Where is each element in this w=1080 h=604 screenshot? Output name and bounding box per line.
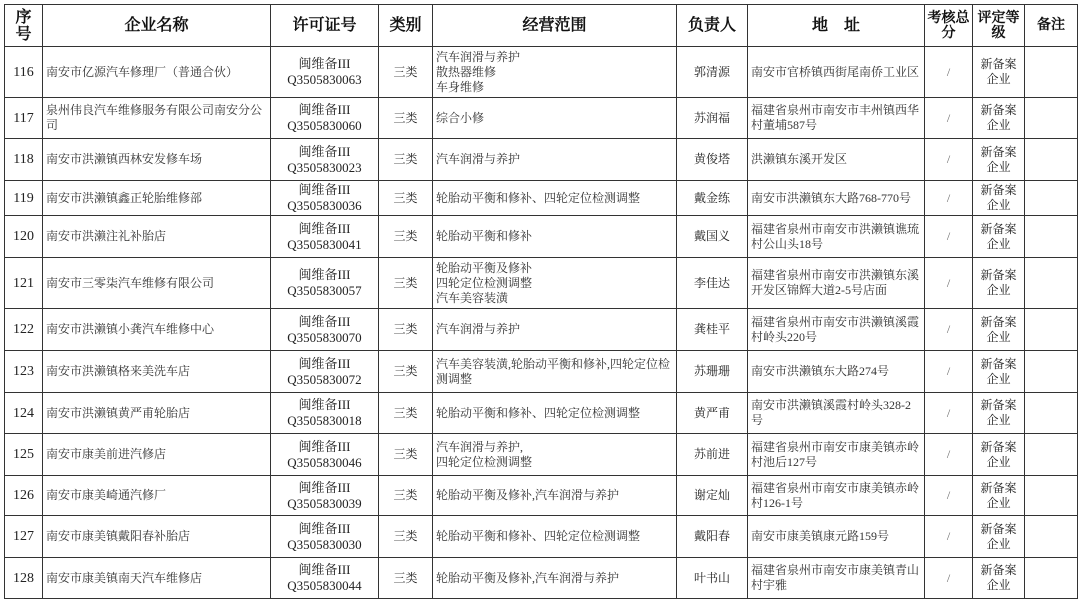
address: 南安市官桥镇西街尾南侨工业区 — [748, 47, 925, 98]
score: / — [925, 216, 973, 258]
score: / — [925, 476, 973, 516]
person-in-charge: 郭清源 — [677, 47, 748, 98]
license-cell — [271, 434, 379, 476]
row-number: 128 — [5, 558, 43, 599]
row-number: 119 — [5, 181, 43, 216]
table-row — [5, 181, 1078, 216]
header-category: 类别 — [379, 5, 433, 47]
person-in-charge: 李佳达 — [677, 258, 748, 309]
category: 三类 — [379, 558, 433, 599]
grade: 新备案企业 — [973, 558, 1025, 599]
business-scope: 轮胎动平衡和修补 — [433, 216, 677, 258]
enterprise-name: 南安市三零柒汽车维修有限公司 — [43, 258, 271, 309]
business-scope: 汽车润滑与养护 散热器维修 车身维修 — [433, 47, 677, 98]
address: 南安市洪濑镇东大路768-770号 — [748, 181, 925, 216]
grade: 新备案企业 — [973, 181, 1025, 216]
note — [1025, 258, 1078, 309]
license-number: Q3505830057 — [287, 283, 362, 298]
table-row — [5, 47, 1078, 98]
license-number: Q3505830030 — [287, 536, 362, 552]
category: 三类 — [379, 181, 433, 216]
enterprise-name: 南安市洪濑注礼补胎店 — [43, 216, 271, 258]
table-row — [5, 258, 1078, 309]
business-scope: 综合小修 — [433, 98, 677, 139]
business-scope: 轮胎动平衡及修补,汽车润滑与养护 — [433, 558, 677, 599]
license-number: Q3505830023 — [287, 159, 362, 175]
score: / — [925, 351, 973, 393]
category: 三类 — [379, 258, 433, 309]
category: 三类 — [379, 98, 433, 139]
row-number: 118 — [5, 139, 43, 181]
header-no: 序号 — [5, 5, 43, 47]
license-number: Q3505830018 — [287, 413, 362, 428]
address: 福建省泉州市南安市洪濑镇东溪开发区锦辉大道2-5号店面 — [748, 258, 925, 309]
license-cell — [271, 476, 379, 516]
grade: 新备案企业 — [973, 98, 1025, 139]
address: 福建省泉州市南安市洪濑镇溪霞村岭头220号 — [748, 309, 925, 351]
category: 三类 — [379, 216, 433, 258]
address: 南安市康美镇康元路159号 — [748, 516, 925, 558]
score: / — [925, 139, 973, 181]
table-row — [5, 434, 1078, 476]
header-person: 负责人 — [677, 5, 748, 47]
score: / — [925, 434, 973, 476]
header-grade: 评定等级 — [973, 5, 1025, 47]
license-cell — [271, 258, 379, 309]
category: 三类 — [379, 516, 433, 558]
enterprise-name: 南安市康美镇南天汽车维修店 — [43, 558, 271, 599]
score: / — [925, 98, 973, 139]
license-number: Q3505830041 — [287, 236, 362, 252]
score: / — [925, 516, 973, 558]
business-scope: 轮胎动平衡和修补、四轮定位检测调整 — [433, 181, 677, 216]
grade: 新备案企业 — [973, 47, 1025, 98]
category: 三类 — [379, 47, 433, 98]
person-in-charge: 叶书山 — [677, 558, 748, 599]
table-row — [5, 139, 1078, 181]
note — [1025, 393, 1078, 434]
business-scope: 汽车润滑与养护, 四轮定位检测调整 — [433, 434, 677, 476]
license-cell — [271, 558, 379, 599]
enterprise-name: 南安市洪濑镇鑫正轮胎维修部 — [43, 181, 271, 216]
license-prefix: 闽维备III — [298, 143, 351, 159]
business-scope: 轮胎动平衡和修补、四轮定位检测调整 — [433, 516, 677, 558]
license-prefix: 闽维备III — [298, 397, 351, 412]
address: 洪濑镇东溪开发区 — [748, 139, 925, 181]
score: / — [925, 558, 973, 599]
enterprise-name: 南安市洪濑镇西林安发修车场 — [43, 139, 271, 181]
enterprise-name: 南安市洪濑镇格来美洗车店 — [43, 351, 271, 393]
category: 三类 — [379, 393, 433, 434]
row-number: 121 — [5, 258, 43, 309]
person-in-charge: 苏珊珊 — [677, 351, 748, 393]
license-prefix: 闽维备III — [298, 562, 351, 577]
header-address: 地 址 — [748, 5, 925, 47]
grade: 新备案企业 — [973, 309, 1025, 351]
enterprise-name: 南安市康美崎通汽修厂 — [43, 476, 271, 516]
grade: 新备案企业 — [973, 139, 1025, 181]
license-cell — [271, 393, 379, 434]
row-number: 117 — [5, 98, 43, 139]
enterprise-name: 南安市康美镇戴阳春补胎店 — [43, 516, 271, 558]
category: 三类 — [379, 476, 433, 516]
license-prefix: 闽维备III — [298, 220, 351, 236]
note — [1025, 139, 1078, 181]
license-number: Q3505830044 — [287, 578, 362, 593]
address: 福建省泉州市南安市康美镇赤岭村126-1号 — [748, 476, 925, 516]
license-number: Q3505830046 — [287, 454, 362, 470]
score: / — [925, 181, 973, 216]
note — [1025, 216, 1078, 258]
table-row — [5, 516, 1078, 558]
license-number: Q3505830036 — [287, 198, 362, 213]
business-scope: 轮胎动平衡和修补、四轮定位检测调整 — [433, 393, 677, 434]
note — [1025, 351, 1078, 393]
enterprise-name: 南安市亿源汽车修理厂（普通合伙） — [43, 47, 271, 98]
license-cell — [271, 181, 379, 216]
category: 三类 — [379, 139, 433, 181]
license-prefix: 闽维备III — [298, 102, 351, 117]
person-in-charge: 黄俊塔 — [677, 139, 748, 181]
header-note: 备注 — [1025, 5, 1078, 47]
address: 福建省泉州市南安市丰州镇西华村董埔587号 — [748, 98, 925, 139]
row-number: 125 — [5, 434, 43, 476]
note — [1025, 558, 1078, 599]
grade: 新备案企业 — [973, 216, 1025, 258]
category: 三类 — [379, 434, 433, 476]
note — [1025, 181, 1078, 216]
note — [1025, 516, 1078, 558]
address: 福建省泉州市南安市康美镇青山村宇雅 — [748, 558, 925, 599]
enterprise-name: 泉州伟良汽车维修服务有限公司南安分公司 — [43, 98, 271, 139]
license-prefix: 闽维备III — [298, 520, 351, 536]
license-cell — [271, 351, 379, 393]
score: / — [925, 258, 973, 309]
license-cell — [271, 216, 379, 258]
category: 三类 — [379, 351, 433, 393]
grade: 新备案企业 — [973, 516, 1025, 558]
license-number: Q3505830060 — [287, 118, 362, 133]
header-license: 许可证号 — [271, 5, 379, 47]
enterprise-name: 南安市康美前进汽修店 — [43, 434, 271, 476]
person-in-charge: 黄严甫 — [677, 393, 748, 434]
license-cell — [271, 516, 379, 558]
header-name: 企业名称 — [43, 5, 271, 47]
license-prefix: 闽维备III — [298, 56, 351, 71]
row-number: 127 — [5, 516, 43, 558]
address: 南安市洪濑镇溪霞村岭头328-2号 — [748, 393, 925, 434]
note — [1025, 47, 1078, 98]
person-in-charge: 戴阳春 — [677, 516, 748, 558]
table-row — [5, 558, 1078, 599]
table-row — [5, 476, 1078, 516]
category: 三类 — [379, 309, 433, 351]
license-cell — [271, 98, 379, 139]
enterprise-name: 南安市洪濑镇小龚汽车维修中心 — [43, 309, 271, 351]
header-scope: 经营范围 — [433, 5, 677, 47]
table-row — [5, 98, 1078, 139]
note — [1025, 434, 1078, 476]
person-in-charge: 谢定灿 — [677, 476, 748, 516]
header-row — [5, 5, 1078, 47]
license-prefix: 闽维备III — [298, 438, 351, 454]
person-in-charge: 苏润福 — [677, 98, 748, 139]
license-prefix: 闽维备III — [298, 479, 351, 495]
table-row — [5, 309, 1078, 351]
license-number: Q3505830063 — [287, 72, 362, 87]
grade: 新备案企业 — [973, 393, 1025, 434]
address: 福建省泉州市南安市康美镇赤岭村池后127号 — [748, 434, 925, 476]
license-prefix: 闽维备III — [298, 182, 351, 197]
enterprise-name: 南安市洪濑镇黄严甫轮胎店 — [43, 393, 271, 434]
row-number: 122 — [5, 309, 43, 351]
note — [1025, 476, 1078, 516]
grade: 新备案企业 — [973, 434, 1025, 476]
note — [1025, 98, 1078, 139]
row-number: 124 — [5, 393, 43, 434]
address: 福建省泉州市南安市洪濑镇谯琉村公山头18号 — [748, 216, 925, 258]
note — [1025, 309, 1078, 351]
license-prefix: 闽维备III — [298, 267, 351, 282]
row-number: 126 — [5, 476, 43, 516]
table-row — [5, 216, 1078, 258]
row-number: 116 — [5, 47, 43, 98]
license-cell — [271, 139, 379, 181]
license-cell — [271, 47, 379, 98]
license-cell — [271, 309, 379, 351]
business-scope: 轮胎动平衡及修补,汽车润滑与养护 — [433, 476, 677, 516]
person-in-charge: 龚桂平 — [677, 309, 748, 351]
license-prefix: 闽维备III — [298, 355, 351, 371]
business-scope: 汽车润滑与养护 — [433, 139, 677, 181]
license-number: Q3505830072 — [287, 371, 362, 387]
license-prefix: 闽维备III — [298, 313, 351, 329]
person-in-charge: 戴国义 — [677, 216, 748, 258]
table-row — [5, 351, 1078, 393]
header-score: 考核总分 — [925, 5, 973, 47]
address: 南安市洪濑镇东大路274号 — [748, 351, 925, 393]
grade: 新备案企业 — [973, 258, 1025, 309]
license-number: Q3505830070 — [287, 329, 362, 345]
grade: 新备案企业 — [973, 476, 1025, 516]
business-scope: 汽车美容装潢,轮胎动平衡和修补,四轮定位检测调整 — [433, 351, 677, 393]
enterprise-table — [4, 4, 1078, 599]
person-in-charge: 戴金练 — [677, 181, 748, 216]
score: / — [925, 393, 973, 434]
grade: 新备案企业 — [973, 351, 1025, 393]
license-number: Q3505830039 — [287, 495, 362, 511]
row-number: 123 — [5, 351, 43, 393]
table-row — [5, 393, 1078, 434]
person-in-charge: 苏前进 — [677, 434, 748, 476]
row-number: 120 — [5, 216, 43, 258]
business-scope: 汽车润滑与养护 — [433, 309, 677, 351]
business-scope: 轮胎动平衡及修补 四轮定位检测调整 汽车美容装潢 — [433, 258, 677, 309]
score: / — [925, 309, 973, 351]
score: / — [925, 47, 973, 98]
